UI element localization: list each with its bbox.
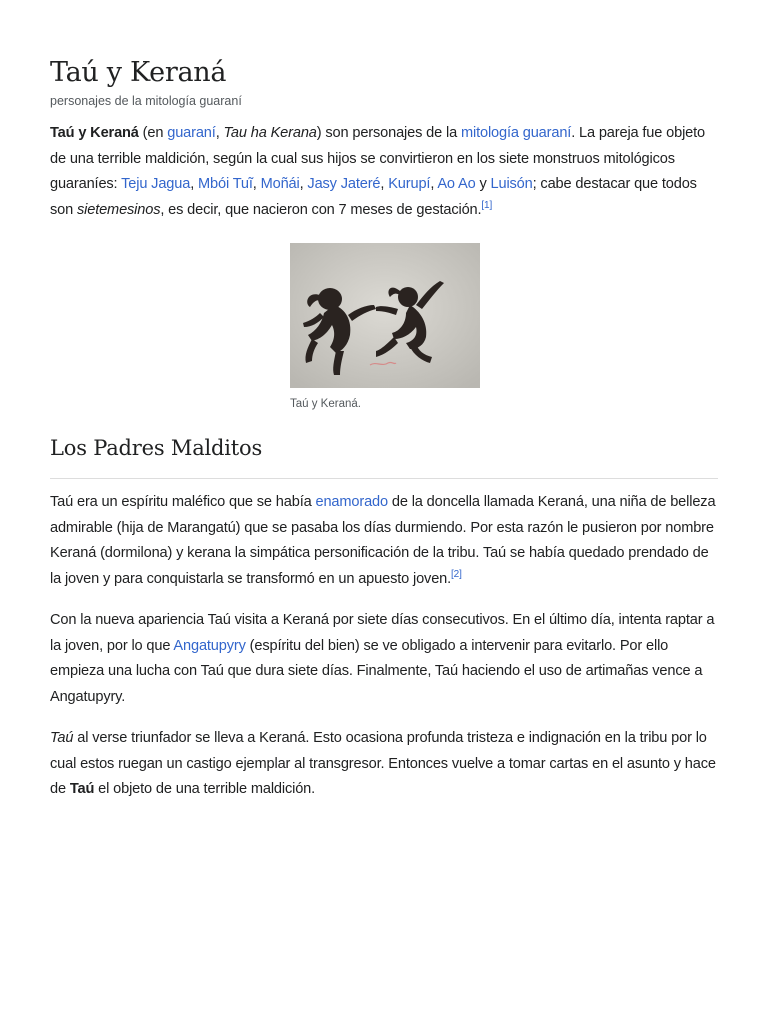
link-kurupi[interactable]: Kurupí [388, 176, 431, 193]
link-ao-ao[interactable]: Ao Ao [437, 176, 476, 193]
paragraph-text: Con la nueva apariencia Taú visita a Keraná por siete días consecutivos. En el último día, intenta raptar a la joven, por lo que [50, 612, 715, 654]
separator: , [252, 176, 261, 193]
paragraph-text: al verse triunfador se lleva a Keraná. Esto ocasiona profunda tristeza e indignación en la tribu por lo cual estos ruegan un castigo ejemplar al transgresor. Entonces vuelve a tomar cartas en el asunto y hace de [50, 730, 716, 798]
section-paragraph-3 [50, 726, 718, 803]
bold-tau: Taú [69, 781, 95, 798]
page-subtitle: personajes de la mitología guaraní [50, 94, 242, 108]
lead-text: ; cabe destacar que todos son [50, 176, 697, 218]
separator: , [430, 176, 438, 193]
separator: , [190, 176, 199, 193]
reference-2[interactable]: [2] [451, 568, 462, 580]
page-title: Taú y Keraná [50, 57, 227, 88]
link-jasy-jatere[interactable]: Jasy Jateré [307, 176, 381, 193]
lead-paragraph [50, 121, 718, 223]
separator: , [380, 176, 389, 193]
lead-bold-name: Taú y Keraná [50, 125, 139, 141]
italic-tau: Taú [50, 730, 74, 746]
link-guarani[interactable]: guaraní [167, 125, 216, 141]
link-enamorado[interactable]: enamorado [315, 494, 388, 510]
figure [290, 243, 480, 412]
link-mitologia-guarani[interactable]: mitología guaraní [460, 125, 572, 141]
separator: y [475, 176, 491, 193]
separator: , [299, 176, 308, 193]
section-paragraph-2 [50, 608, 718, 710]
figure-caption: Taú y Keraná. [290, 398, 361, 410]
link-angatupyry[interactable]: Angatupyry [173, 637, 246, 654]
silhouette-figures-image[interactable] [290, 243, 480, 388]
lead-italic-sietemesinos: sietemesinos [76, 201, 161, 218]
lead-text: (en [138, 125, 168, 141]
link-mboi-tui[interactable]: Mbói Tuĩ [198, 176, 253, 193]
link-luison[interactable]: Luisón [490, 176, 533, 193]
reference-1[interactable]: [1] [481, 199, 493, 211]
lead-text: , [215, 125, 224, 141]
link-monai[interactable]: Moñái [260, 176, 300, 193]
section-heading: Los Padres Malditos [50, 436, 263, 460]
paragraph-text: Taú era un espíritu maléfico que se había [50, 494, 316, 510]
paragraph-text: de la doncella llamada Keraná, una niña de belleza admirable (hija de Marangatú) que se pasaba los días durmiendo. Por esta razón le pusieron por nombre Keraná (dormilona) y kerana la simpática personificación de la tribu. Taú se había quedado prendado de la joven y para conquistarla se transformó en un apuesto joven. [50, 494, 716, 587]
lead-italic-name: Tau ha Kerana [223, 125, 317, 141]
lead-text: . La pareja fue objeto de una terrible maldición, según la cual sus hijos se convirtieron en los siete monstruos mitológicos guaraníes: [50, 125, 706, 193]
paragraph-text: (espíritu del bien) se ve obligado a intervenir para evitarlo. Por ello empieza una lucha con Taú que dura siete días. Finalmente, Taú haciendo el uso de artimañas vence a Angatupyry. [50, 637, 703, 705]
lead-text: ) son personajes de la [316, 125, 461, 141]
section-paragraph-1 [50, 490, 718, 592]
link-teju-jagua[interactable]: Teju Jagua [121, 176, 191, 193]
paragraph-text: el objeto de una terrible maldición. [94, 781, 316, 798]
lead-text: , es decir, que nacieron con 7 meses de gestación. [160, 201, 482, 218]
section-divider [50, 478, 718, 479]
